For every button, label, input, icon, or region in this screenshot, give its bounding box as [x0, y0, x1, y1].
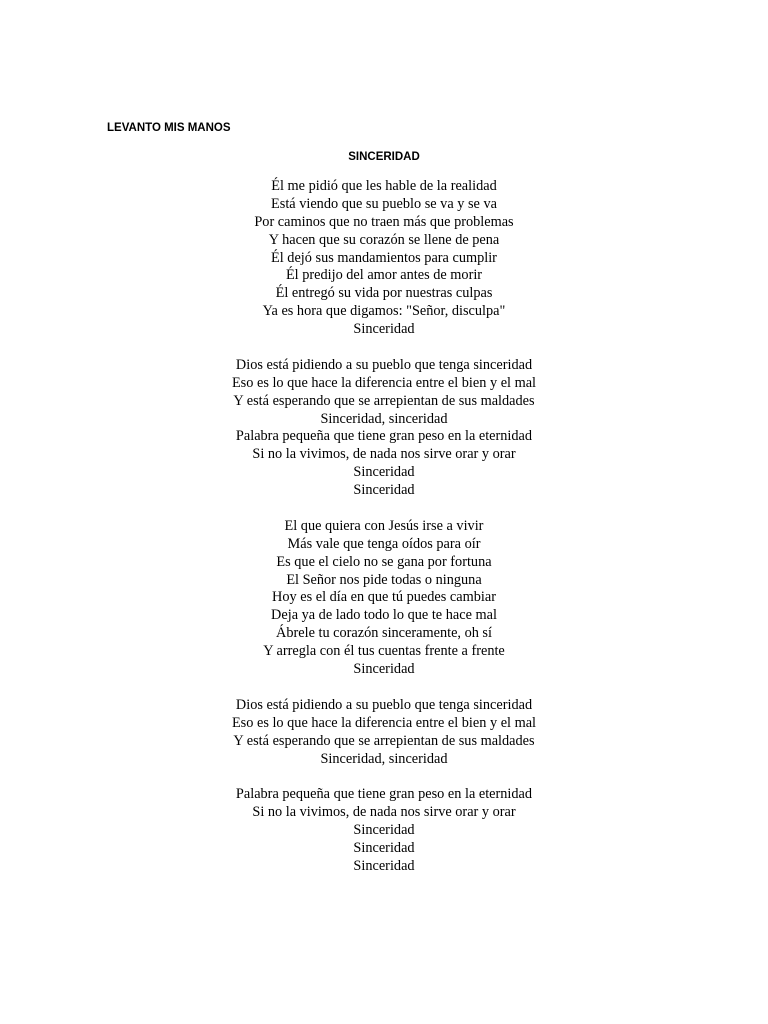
lyric-line: Palabra pequeña que tiene gran peso en la eternidad	[235, 428, 533, 445]
lyric-line: Él me pidió que les hable de la realidad	[271, 178, 497, 194]
lyric-line: Sinceridad	[353, 482, 415, 499]
lyric-line: Y hacen que su corazón se llene de pena	[268, 231, 500, 248]
lyric-line: Y arregla con él tus cuentas frente a frente	[263, 643, 505, 660]
document-header: LEVANTO MIS MANOS	[107, 122, 231, 134]
lyric-line: Él entregó su vida por nuestras culpas	[275, 285, 493, 302]
lyric-line: El que quiera con Jesús irse a vivir	[284, 517, 484, 534]
lyric-line: Y está esperando que se arrepientan de sus maldades	[233, 732, 535, 749]
lyric-line: Ya es hora que digamos: "Señor, disculpa"	[262, 303, 506, 320]
lyric-line: Es que el cielo no se gana por fortuna	[276, 553, 492, 570]
lyric-line: Sinceridad	[353, 839, 415, 856]
lyric-line: El Señor nos pide todas o ninguna	[286, 571, 482, 588]
lyric-line: Ábrele tu corazón sinceramente, oh sí	[276, 625, 492, 642]
lyric-line: Dios está pidiendo a su pueblo que tenga sinceridad	[235, 696, 533, 713]
lyric-line: Y está esperando que se arrepientan de sus maldades	[233, 392, 535, 409]
lyric-line: Sinceridad, sinceridad	[320, 410, 448, 427]
lyric-line: Él dejó sus mandamientos para cumplir	[271, 249, 497, 266]
song-title: SINCERIDAD	[348, 151, 420, 163]
stanza	[0, 178, 768, 339]
lyric-line: Sinceridad, sinceridad	[320, 750, 448, 767]
stanza	[0, 697, 768, 769]
lyric-line: Por caminos que no traen más que problemas	[254, 213, 514, 230]
stanza	[0, 786, 768, 875]
lyric-line: Hoy es el día en que tú puedes cambiar	[272, 589, 496, 606]
stanza	[0, 357, 768, 500]
lyric-line: Sinceridad	[353, 321, 415, 338]
lyric-line: Está viendo que su pueblo se va y se va	[271, 195, 497, 212]
lyric-line: Eso es lo que hace la diferencia entre el bien y el mal	[231, 714, 537, 731]
lyrics-body	[0, 178, 768, 876]
lyric-line: Más vale que tenga oídos para oír	[287, 535, 481, 552]
lyric-line: Sinceridad	[353, 661, 415, 678]
lyric-line: Palabra pequeña que tiene gran peso en la eternidad	[235, 786, 533, 803]
lyric-line: Sinceridad	[353, 857, 415, 874]
lyric-line: Él predijo del amor antes de morir	[285, 267, 483, 284]
lyric-line: Si no la vivimos, de nada nos sirve orar y orar	[252, 446, 516, 463]
stanza	[0, 518, 768, 679]
lyric-line: Si no la vivimos, de nada nos sirve orar y orar	[252, 804, 516, 821]
lyric-line: Eso es lo que hace la diferencia entre el bien y el mal	[231, 374, 537, 391]
lyric-line: Sinceridad	[353, 822, 415, 839]
lyric-line: Sinceridad	[353, 464, 415, 481]
lyric-line: Dios está pidiendo a su pueblo que tenga sinceridad	[235, 356, 533, 373]
lyric-line: Deja ya de lado todo lo que te hace mal	[271, 607, 497, 624]
